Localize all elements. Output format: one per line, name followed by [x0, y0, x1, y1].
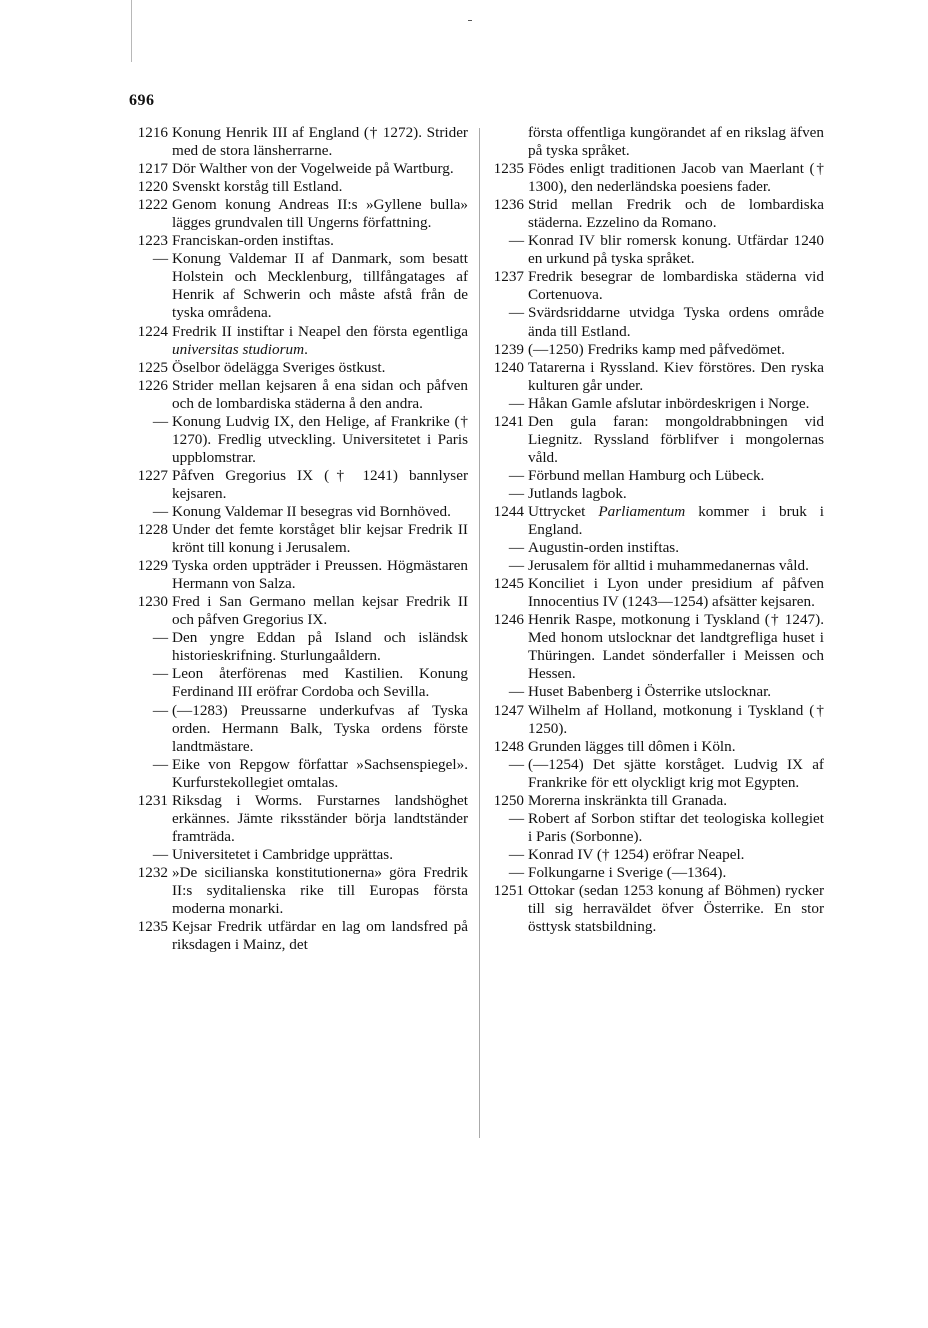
entry-year: 1237: [493, 268, 524, 286]
entry-text: första offentliga kungörandet af en rikslag äfven på tyska språket.: [528, 124, 824, 160]
entry-text: Jutlands lagbok.: [528, 484, 627, 502]
entry-text: Håkan Gamle afslutar inbördeskrigen i Norge.: [528, 394, 810, 412]
entry-text: Fredrik besegrar de lombardiska städerna vid Cortenuova.: [528, 268, 824, 304]
chronology-entry: [484, 683, 824, 701]
left-column: [128, 124, 468, 954]
entry-year: 1236: [493, 196, 524, 214]
chronology-entry: [128, 665, 468, 701]
entry-text: Tatarerna i Ryssland. Kiev förstöres. Den ryska kulturen går under.: [528, 358, 824, 394]
entry-text: Den yngre Eddan på Island och isländsk historieskrifning. Sturlungaåldern.: [172, 629, 468, 665]
entry-year: 1217: [137, 160, 168, 178]
chronology-entry: [128, 503, 468, 521]
chronology-entry: [484, 756, 824, 792]
entry-year: —: [508, 484, 524, 502]
entry-text: Leon återförenas med Kastilien. Konung Ferdinand III eröfrar Cordoba och Sevilla.: [172, 665, 468, 701]
chronology-entry: [484, 467, 824, 485]
chronology-entry: [484, 882, 824, 936]
entry-text: Öselbor ödelägga Sveriges östkust.: [172, 358, 386, 376]
entry-text: Ottokar (sedan 1253 konung af Böhmen) rycker till sig herraväldet öfver Österrike. En stor östtysk statsbildning.: [528, 881, 824, 936]
entry-text: Svenskt korståg till Estland.: [172, 178, 343, 196]
entry-text: Konrad IV († 1254) eröfrar Neapel.: [528, 845, 745, 863]
entry-year: —: [152, 755, 168, 773]
entry-year: 1241: [493, 412, 524, 430]
entry-text: Kejsar Fredrik utfärdar en lag om landsfred på riksdagen i Mainz, det: [172, 918, 468, 954]
entry-text: (—1283) Preussarne underkufvas af Tyska orden. Hermann Balk, Tyska ordens förste landtmästare.: [172, 701, 468, 755]
entry-year: —: [152, 502, 168, 520]
entry-year: 1225: [137, 358, 168, 376]
chronology-entry: [128, 124, 468, 160]
entry-year: 1251: [493, 881, 524, 899]
entry-text: Huset Babenberg i Österrike utslocknar.: [528, 683, 772, 701]
entry-year: —: [152, 629, 168, 647]
entry-text: Jerusalem för alltid i muhammedanernas våld.: [528, 557, 809, 575]
entry-text: Påfven Gregorius IX († 1241) bannlyser kejsaren.: [172, 466, 468, 502]
entry-year: 1240: [493, 358, 524, 376]
entry-text: Grunden lägges till dômen i Köln.: [528, 737, 736, 755]
chronology-entry: [128, 792, 468, 846]
chronology-entry: [484, 611, 824, 683]
entry-year: 1244: [493, 502, 524, 520]
chronology-entry: [128, 250, 468, 322]
chronology-entry: [128, 593, 468, 629]
entry-year: 1232: [137, 863, 168, 881]
chronology-entry: [128, 521, 468, 557]
entry-text: Augustin-orden instiftas.: [528, 539, 680, 557]
entry-text: Riksdag i Worms. Furstarnes landshöghet erkännes. Jämte riksständer börja landtständer framträda.: [172, 791, 468, 845]
chronology-entry: [484, 232, 824, 268]
entry-text: Genom konung Andreas II:s »Gyllene bulla» lägges grundvalen till Ungerns författning.: [172, 196, 468, 232]
entry-text: Konung Valdemar II af Danmark, som besatt Holstein och Mecklenburg, tillfångatages af Henrik af Schwerin och måste afstå från de tyska områdena.: [172, 250, 468, 322]
entry-year: —: [508, 863, 524, 881]
entry-year: —: [508, 304, 524, 322]
chronology-entry: [484, 702, 824, 738]
chronology-entry: [484, 557, 824, 575]
chronology-entry: [484, 413, 824, 467]
scan-mark: [468, 20, 472, 21]
entry-text: Tyska orden uppträder i Preussen. Högmästaren Hermann von Salza.: [172, 557, 468, 593]
chronology-entry: [128, 846, 468, 864]
entry-text: Konung Ludvig IX, den Helige, af Frankrike († 1270). Fredlig utveckling. Universitetet i Paris uppblomstrar.: [172, 412, 468, 466]
chronology-entry: [128, 160, 468, 178]
entry-text: Wilhelm af Holland, motkonung i Tyskland († 1250).: [528, 701, 824, 737]
entry-year: —: [152, 701, 168, 719]
entry-year: 1227: [137, 466, 168, 484]
entry-text: Robert af Sorbon stiftar det teologiska kollegiet i Paris (Sorbonne).: [528, 809, 824, 845]
entry-year: 1250: [493, 791, 524, 809]
chronology-entry: [484, 864, 824, 882]
chronology-entry: [484, 196, 824, 232]
chronology-entry: [484, 124, 824, 160]
chronology-entry: [128, 918, 468, 954]
entry-year: 1235: [493, 160, 524, 178]
entry-year: 1220: [137, 178, 168, 196]
entry-year: 1216: [137, 124, 168, 141]
chronology-entry: [128, 557, 468, 593]
chronology-entry: [484, 503, 824, 539]
entry-text: Födes enligt traditionen Jacob van Maerlant († 1300), den nederländska poesiens fader.: [528, 160, 824, 196]
entry-year: 1245: [493, 575, 524, 593]
entry-year: —: [152, 412, 168, 430]
entry-year: 1222: [137, 196, 168, 214]
entry-text: Henrik Raspe, motkonung i Tyskland († 1247). Med honom utslocknar det landtgrefliga huset i Thüringen. Landet sönderfaller i Meissen och Hessen.: [528, 611, 824, 683]
entry-text: Fredrik II instiftar i Neapel den första egentliga universitas studiorum.: [172, 322, 468, 358]
chronology-entry: [484, 792, 824, 810]
entry-text: Under det femte korståget blir kejsar Fredrik II krönt till konung i Jerusalem.: [172, 521, 468, 557]
chronology-entry: [484, 160, 824, 196]
entry-text: (—1250) Fredriks kamp med påfvedömet.: [528, 340, 785, 358]
entry-year: 1248: [493, 737, 524, 755]
chronology-entry: [484, 341, 824, 359]
entry-year: 1239: [493, 340, 524, 358]
entry-year: 1231: [137, 791, 168, 809]
entry-text: »De sicilianska konstitutionerna» göra Fredrik II:s syditalienska rike till Europas första moderna monarki.: [172, 863, 468, 918]
right-column: [484, 124, 824, 936]
entry-text: Eike von Repgow författar »Sachsenspiegel». Kurfurstekollegiet omtalas.: [172, 755, 468, 791]
chronology-entry: [128, 323, 468, 359]
entry-year: —: [152, 250, 168, 268]
entry-year: —: [152, 845, 168, 863]
entry-text: Uttrycket Parliamentum kommer i bruk i England.: [528, 502, 824, 539]
entry-text: Dör Walther von der Vogelweide på Wartburg.: [172, 160, 454, 178]
entry-year: —: [508, 394, 524, 412]
entry-text: Universitetet i Cambridge upprättas.: [172, 845, 394, 863]
entry-year: 1230: [137, 593, 168, 611]
chronology-entry: [128, 413, 468, 467]
chronology-entry: [484, 268, 824, 304]
entry-year: —: [508, 466, 524, 484]
entry-year: —: [508, 809, 524, 827]
entry-text: (—1254) Det sjätte korståget. Ludvig IX af Frankrike för ett olyckligt krig mot Egypten.: [528, 755, 824, 791]
chronology-entry: [128, 359, 468, 377]
chronology-entry: [128, 864, 468, 918]
entry-year: —: [152, 665, 168, 683]
entry-text: Strid mellan Fredrik och de lombardiska städerna. Ezzelino da Romano.: [528, 196, 824, 232]
entry-text: Konung Valdemar II besegras vid Bornhöved.: [172, 502, 451, 520]
chronology-entry: [128, 232, 468, 250]
entry-year: 1229: [137, 557, 168, 575]
entry-text: Den gula faran: mongoldrabbningen vid Liegnitz. Ryssland förblifver i mongolernas våld.: [528, 412, 824, 466]
chronology-entry: [128, 377, 468, 413]
entry-text: Konung Henrik III af England († 1272). Strider med de stora länsherrarne.: [172, 124, 468, 160]
entry-year: 1247: [493, 701, 524, 719]
entry-text: Folkungarne i Sverige (—1364).: [528, 863, 727, 881]
scan-edge-line: [131, 0, 132, 62]
entry-year: 1224: [137, 322, 168, 340]
entry-year: 1226: [137, 376, 168, 394]
entry-year: —: [508, 845, 524, 863]
entry-year: —: [508, 539, 524, 557]
entry-year: —: [508, 232, 524, 250]
chronology-entry: [484, 810, 824, 846]
entry-text: Svärdsriddarne utvidga Tyska ordens område ända till Estland.: [528, 304, 824, 340]
chronology-entry: [484, 846, 824, 864]
chronology-entry: [484, 539, 824, 557]
chronology-entry: [128, 629, 468, 665]
page-number: 696: [129, 92, 155, 109]
chronology-entry: [128, 196, 468, 232]
entry-text: Fred i San Germano mellan kejsar Fredrik II och påfven Gregorius IX.: [172, 593, 468, 629]
chronology-entry: [484, 738, 824, 756]
chronology-entry: [128, 756, 468, 792]
entry-text: Konrad IV blir romersk konung. Utfärdar 1240 en urkund på tyska språket.: [528, 232, 824, 268]
entry-year: 1235: [137, 918, 168, 936]
column-divider: [479, 128, 480, 1138]
chronology-entry: [484, 485, 824, 503]
chronology-entry: [484, 304, 824, 340]
entry-text: Konciliet i Lyon under presidium af påfven Innocentius IV (1243—1254) afsätter kejsaren.: [528, 575, 824, 611]
entry-text: Förbund mellan Hamburg och Lübeck.: [528, 466, 765, 484]
entry-year: —: [508, 683, 524, 701]
entry-text: Strider mellan kejsaren å ena sidan och påfven och de lombardiska städerna å den andra.: [172, 376, 468, 412]
entry-year: 1246: [493, 611, 524, 629]
chronology-entry: [128, 702, 468, 756]
chronology-entry: [484, 575, 824, 611]
entry-year: 1228: [137, 521, 168, 539]
entry-year: —: [508, 755, 524, 773]
chronology-entry: [484, 395, 824, 413]
chronology-entry: [484, 359, 824, 395]
chronology-entry: [128, 467, 468, 503]
chronology-entry: [128, 178, 468, 196]
entry-text: Morerna inskränkta till Granada.: [528, 791, 728, 809]
entry-year: —: [508, 557, 524, 575]
entry-year: 1223: [137, 232, 168, 250]
entry-text: Franciskan-orden instiftas.: [172, 232, 334, 250]
